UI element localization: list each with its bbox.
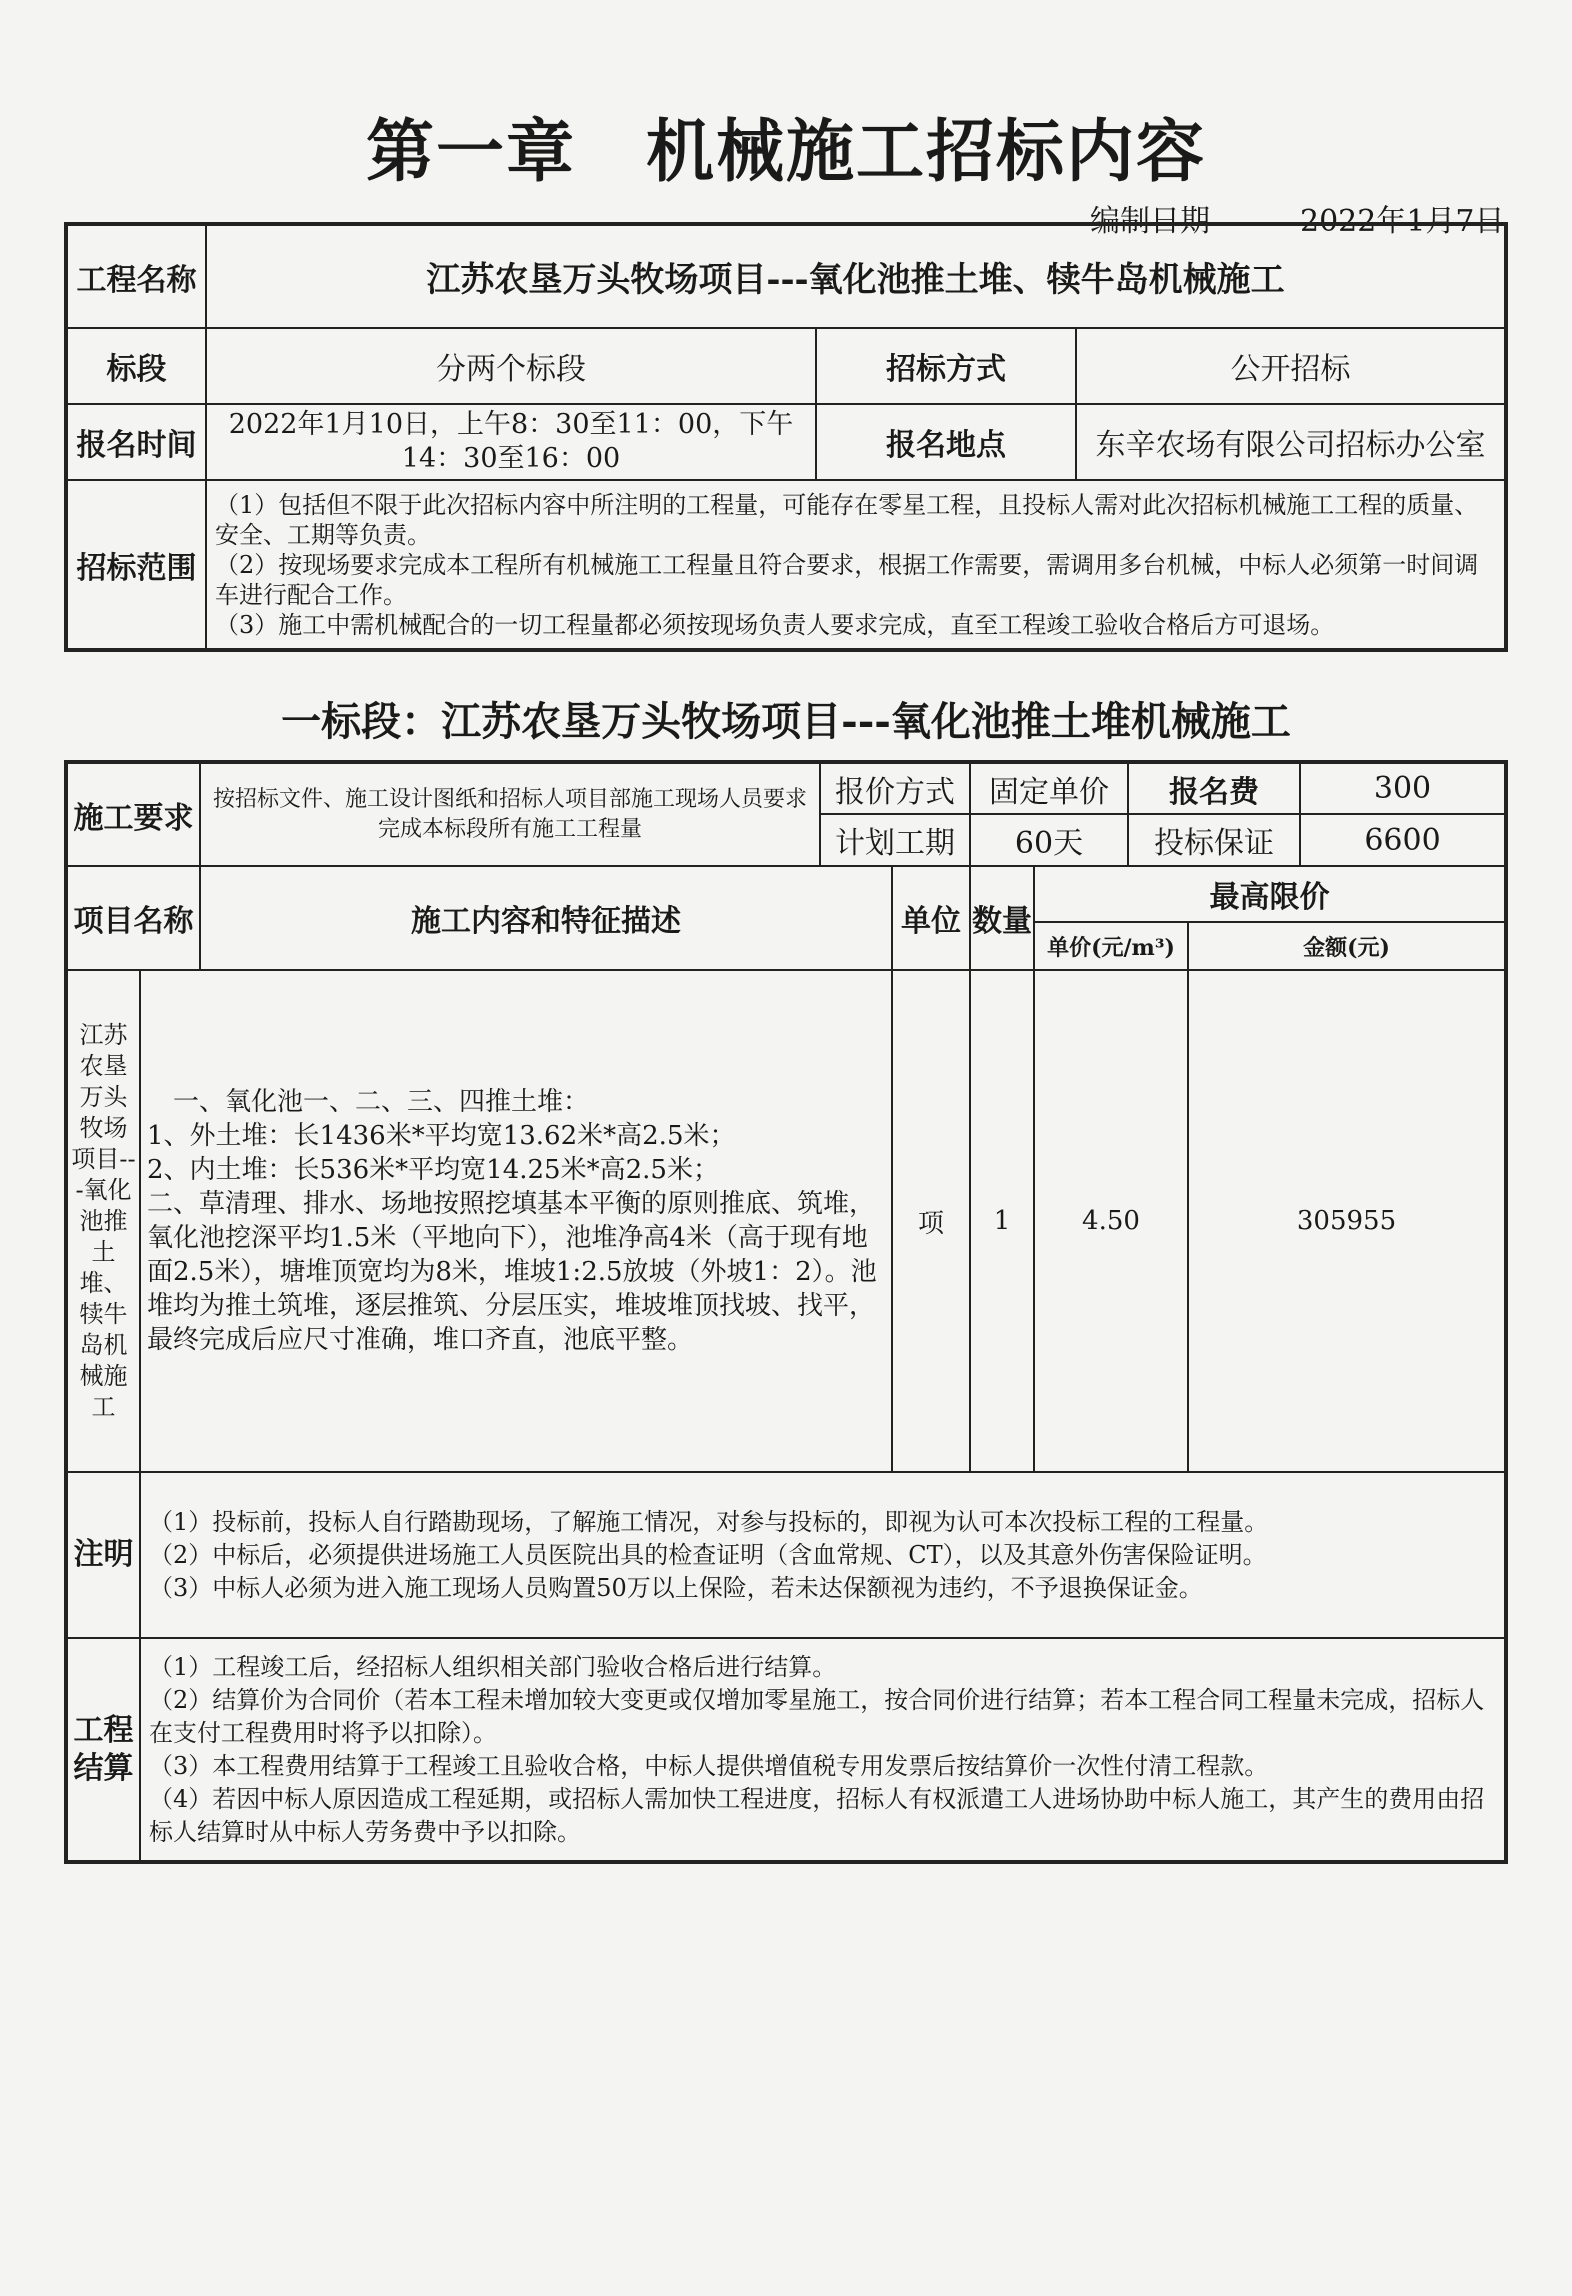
- settle-item: （3）本工程费用结算于工程竣工且验收合格，中标人提供增值税专用发票后按结算价一次性付清工程款。: [149, 1751, 1269, 1780]
- bid-method: 公开招标: [1076, 328, 1506, 404]
- note-label: 注明: [66, 1472, 140, 1638]
- row-unit: 项: [892, 970, 970, 1472]
- col-amount-header: 金额(元): [1188, 922, 1506, 970]
- col-desc-header: 施工内容和特征描述: [200, 866, 892, 970]
- col-item-header: 项目名称: [66, 866, 200, 970]
- desc-line: 二、草清理、排水、场地按照挖填基本平衡的原则推底、筑堆，氧化池挖深平均1.5米（平地向下），池堆净高4米（高于现有地面2.5米），塘堆顶宽均为8米，堆坡1:2.5放坡（外坡1：2）。池堆均为推土筑堆，逐层推筑、分层压实，堆坡堆顶找坡、找平，最终完成后应尺寸准确，堆口齐直，池底平整。: [147, 1189, 877, 1355]
- section-label: 标段: [66, 328, 206, 404]
- project-name: 江苏农垦万头牧场项目---氧化池推土堆、犊牛岛机械施工: [206, 224, 1506, 328]
- scope-item: （1）包括但不限于此次招标内容中所注明的工程量，可能存在零星工程，且投标人需对此次招标机械施工工程的质量、安全、工期等负责。: [215, 490, 1479, 549]
- col-qty-header: 数量: [970, 866, 1034, 970]
- header-table: [64, 222, 1508, 652]
- settle-label: [66, 1638, 140, 1862]
- settle-content: [140, 1638, 1506, 1862]
- project-name-label: 工程名称: [66, 224, 206, 328]
- reg-time-line-1: 2022年1月10日，上午8：30至11：00，下午: [228, 409, 794, 440]
- compile-date: 编制日期 2022年1月7日: [1090, 204, 1505, 239]
- row-unit-price: 4.50: [1034, 970, 1188, 1472]
- reg-fee: 300: [1300, 762, 1506, 814]
- document-title: 第一章 机械施工招标内容: [365, 112, 1206, 192]
- settle-label-line-2: 结算: [73, 1750, 134, 1786]
- row-description: [140, 970, 892, 1472]
- reg-place-label: 报名地点: [816, 404, 1076, 480]
- note-item: （3）中标人必须为进入施工现场人员购置50万以上保险，若未达保额视为违约，不予退换保证金。: [149, 1573, 1203, 1602]
- note-item: （2）中标后，必须提供进场施工人员医院出具的检查证明（含血常规、CT），以及其意外伤害保险证明。: [149, 1540, 1267, 1569]
- price-method-label: 报价方式: [820, 762, 970, 814]
- col-max-header: 最高限价: [1034, 866, 1506, 922]
- section1-title: 一标段：江苏农垦万头牧场项目---氧化池推土堆机械施工: [281, 698, 1291, 745]
- row-item-name: 江苏农垦万头牧场项目---氧化池推土堆、犊牛岛机械施工: [66, 970, 140, 1472]
- settle-item: （2）结算价为合同价（若本工程未增加较大变更或仅增加零星施工，按合同价进行结算；若本工程合同工程量未完成，招标人在支付工程费用时将予以扣除）。: [149, 1685, 1485, 1747]
- scope-label: 招标范围: [66, 480, 206, 650]
- scope-item: （3）施工中需机械配合的一切工程量都必须按现场负责人要求完成，直至工程竣工验收合格后方可退场。: [215, 610, 1335, 639]
- reg-place: 东辛农场有限公司招标办公室: [1076, 404, 1506, 480]
- scope-item: （2）按现场要求完成本工程所有机械施工工程量且符合要求，根据工作需要，需调用多台机械，中标人必须第一时间调车进行配合工作。: [215, 550, 1479, 609]
- plan-period-label: 计划工期: [820, 814, 970, 866]
- desc-line: 2、内土堆：长536米*平均宽14.25米*高2.5米；: [147, 1155, 719, 1185]
- reg-fee-label: 报名费: [1128, 762, 1300, 814]
- settle-label-line-1: 工程: [73, 1712, 134, 1748]
- row-amount: 305955: [1188, 970, 1506, 1472]
- deposit-label: 投标保证: [1128, 814, 1300, 866]
- notes-content: [140, 1472, 1506, 1638]
- req-label: 施工要求: [66, 762, 200, 866]
- scope-content: [206, 480, 1506, 650]
- section1-table: [64, 760, 1508, 1864]
- plan-period: 60天: [970, 814, 1128, 866]
- desc-line: 1、外土堆：长1436米*平均宽13.62米*高2.5米；: [147, 1121, 736, 1151]
- req-text: 按招标文件、施工设计图纸和招标人项目部施工现场人员要求完成本标段所有施工工程量: [200, 762, 820, 866]
- settle-item: （4）若因中标人原因造成工程延期，或招标人需加快工程进度，招标人有权派遣工人进场协助中标人施工，其产生的费用由招标人结算时从中标人劳务费中予以扣除。: [149, 1784, 1485, 1846]
- section-value: 分两个标段: [206, 328, 816, 404]
- bid-method-label: 招标方式: [816, 328, 1076, 404]
- row-qty: 1: [970, 970, 1034, 1472]
- price-method: 固定单价: [970, 762, 1128, 814]
- settle-item: （1）工程竣工后，经招标人组织相关部门验收合格后进行结算。: [149, 1652, 837, 1681]
- reg-time-line-2: 14：30至16：00: [401, 443, 621, 474]
- col-unit-header: 单位: [892, 866, 970, 970]
- deposit: 6600: [1300, 814, 1506, 866]
- note-item: （1）投标前，投标人自行踏勘现场，了解施工情况，对参与投标的，即视为认可本次投标工程的工程量。: [149, 1507, 1269, 1536]
- desc-line: 一、氧化池一、二、三、四推土堆：: [147, 1087, 590, 1117]
- col-unit-price-header: 单价(元/m³): [1034, 922, 1188, 970]
- reg-time: [206, 404, 816, 480]
- reg-time-label: 报名时间: [66, 404, 206, 480]
